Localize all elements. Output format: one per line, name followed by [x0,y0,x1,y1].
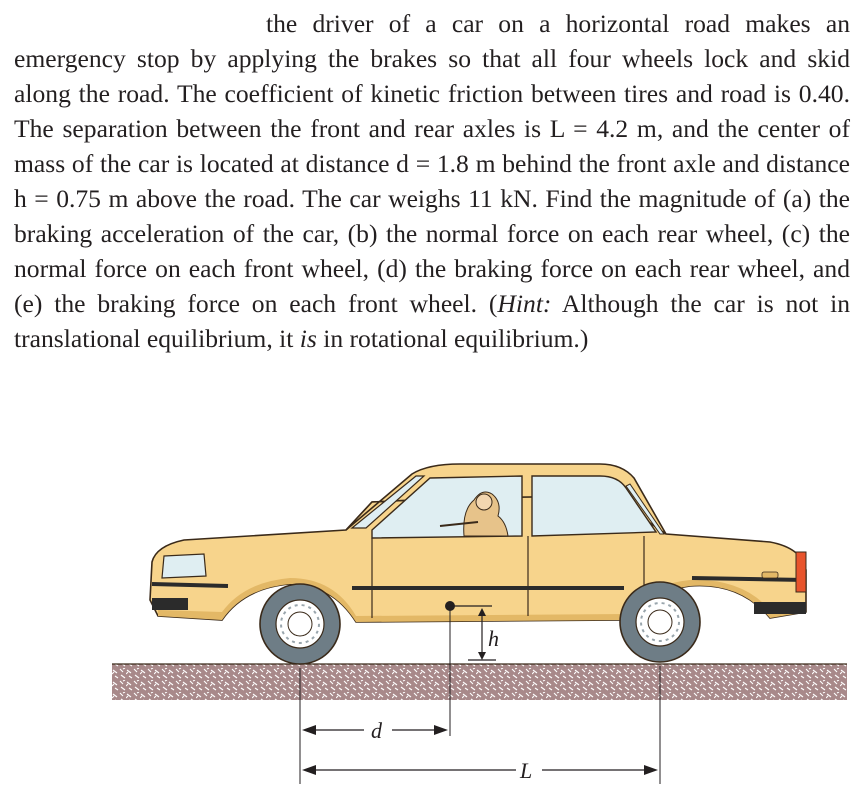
problem-text [14,6,850,356]
tail-light [796,552,806,592]
car-figure [0,440,858,800]
label-d: d [371,718,382,743]
label-h: h [488,626,499,651]
hint-text-1: Although the car is not in translational equilibrium, it [14,289,850,353]
dimension-L [302,758,658,783]
headlight [162,554,206,578]
hint-label: Hint: [497,289,552,318]
hint-text-2: in rotational equilibrium.) [316,324,589,353]
rear-wheel [620,582,700,662]
dimension-d [302,718,448,743]
front-wheel [260,584,340,664]
problem-paragraph: the driver of a car on a horizontal road makes an emergency stop by applying the brakes so that all four wheels lock and skid along the road. The coefficient of kinetic friction between tires and road is 0.40. The separation between the front and rear axles is L = 4.2 m, and the center of mass of the car is located at distance d = 1.8 m behind the front axle and distance h = 0.75 m above the road. The car weighs 11 kN. Find the magnitude of (a) the braking acceleration of the car, (b) the normal force on each rear wheel, (c) the normal force on each front wheel, (d) the braking force on each rear wheel, and (e) the braking force on each front wheel. ( [14,9,850,318]
label-L: L [520,758,533,783]
car-diagram [0,440,858,800]
road-surface [112,664,847,700]
hint-emphasis: is [299,324,317,353]
